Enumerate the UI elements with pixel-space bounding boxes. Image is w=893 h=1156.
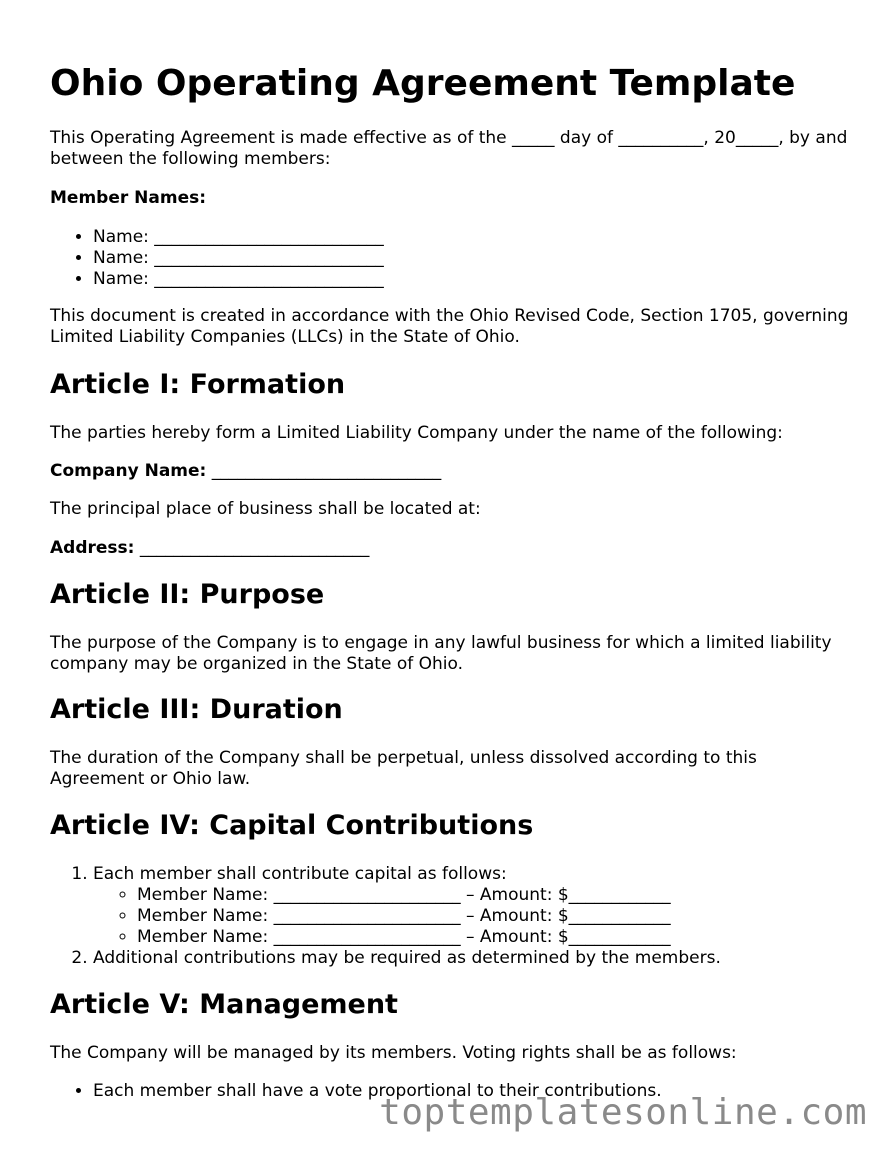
member-names-list xyxy=(50,227,384,290)
statute-paragraph: This document is created in accordance with the Ohio Revised Code, Section 1705, governing Limited Liability Companies (LLCs) in the State of Ohio. xyxy=(50,306,849,347)
list-item: 2. Additional contributions may be required as determined by the members. xyxy=(93,948,721,969)
place-of-business-text: The principal place of business shall be located at: xyxy=(50,499,481,519)
address-label: Address: xyxy=(50,538,135,558)
article-3-heading: Article III: Duration xyxy=(50,694,343,725)
company-name-label: Company Name: xyxy=(50,461,207,481)
list-item: ◦ Member Name: ______________________ – Amount: $____________ xyxy=(137,885,721,906)
article-5-heading: Article V: Management xyxy=(50,989,398,1020)
list-item: ◦ Member Name: ______________________ – Amount: $____________ xyxy=(137,927,721,948)
list-item: • Each member shall have a vote proportional to their contributions. xyxy=(93,1081,662,1102)
article-2-text: The purpose of the Company is to engage in any lawful business for which a limited liability company may be organized in the State of Ohio. xyxy=(50,633,832,674)
article-3-text: The duration of the Company shall be perpetual, unless dissolved according to this Agreement or Ohio law. xyxy=(50,748,757,789)
member-names-label: Member Names: xyxy=(50,188,207,208)
article-5-text: The Company will be managed by its members. Voting rights shall be as follows: xyxy=(50,1043,737,1063)
intro-paragraph: This Operating Agreement is made effective as of the _____ day of __________, 20_____, by and between the following members: xyxy=(50,128,848,169)
capital-contributions-list xyxy=(50,864,721,969)
article-1-heading: Article I: Formation xyxy=(50,369,346,400)
watermark: toptemplatesonline.com xyxy=(379,1092,867,1133)
article-4-heading: Article IV: Capital Contributions xyxy=(50,810,534,841)
list-item: • Name: ___________________________ xyxy=(93,227,384,248)
article-2-heading: Article II: Purpose xyxy=(50,579,325,610)
list-item: ◦ Member Name: ______________________ – Amount: $____________ xyxy=(137,906,721,927)
contribution-sublist xyxy=(93,885,721,948)
company-name-blank: ___________________________ xyxy=(211,461,442,481)
company-name-line xyxy=(50,461,850,482)
list-item xyxy=(93,864,721,948)
address-line xyxy=(50,538,850,559)
list-item: • Name: ___________________________ xyxy=(93,269,384,290)
address-blank: ___________________________ xyxy=(139,538,370,558)
page-title: Ohio Operating Agreement Template xyxy=(50,63,796,104)
contribution-intro: Each member shall contribute capital as follows: xyxy=(93,864,507,884)
article-1-text: The parties hereby form a Limited Liability Company under the name of the following: xyxy=(50,423,783,443)
list-item: • Name: ___________________________ xyxy=(93,248,384,269)
